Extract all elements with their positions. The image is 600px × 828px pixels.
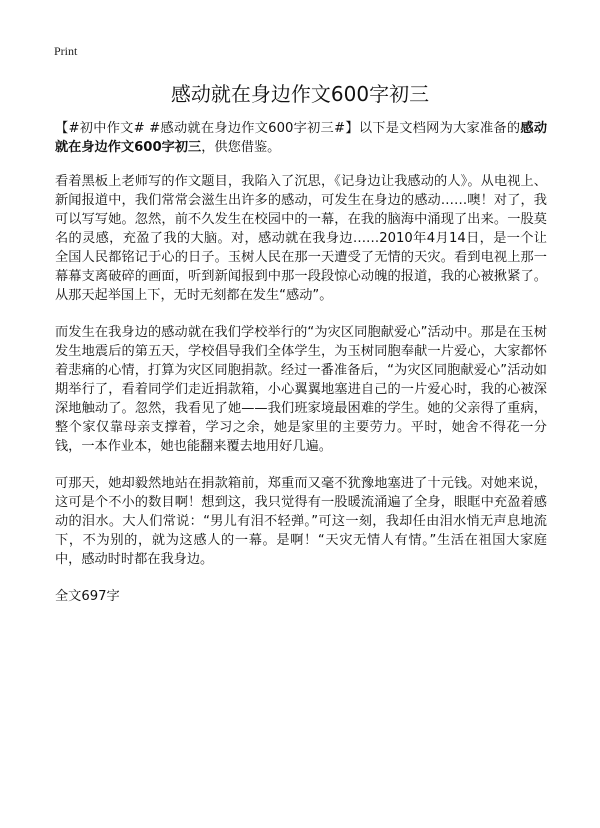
- paragraph-3: 可那天，她却毅然地站在捐款箱前，郑重而又毫不犹豫地塞进了十元钱。对她来说，这可是个不小的数目啊！想到这，我只觉得有一股暖流涌遍了全身，眼眶中充盈着感动的泪水。大人们常说：“男儿有泪不轻弹。”可这一刻，我却任由泪水悄无声息地流下，不为别的，就为这感人的一幕。是啊！“天灾无情人有情。”生活在祖国大家庭中，感动时时都在我身边。: [55, 476, 547, 567]
- summary-bold-title: 感动就在身边作文600字初三: [55, 121, 548, 155]
- summary-end: ，供您借鉴。: [201, 140, 281, 155]
- article-summary: [55, 119, 547, 157]
- print-link[interactable]: Print: [54, 44, 78, 58]
- paragraph-1: 看着黑板上老师写的作文题目，我陷入了沉思，《记身边让我感动的人》。从电视上、新闻报道中，我们常常会滋生出许多的感动，可发生在身边的感动……噢！对了，我可以写写她。忽然，前不久发生在校园中的一幕，在我的脑海中涌现了出来。一股莫名的灵感，充盈了我的大脑。对，感动就在我身边……2010年4月14日，是一个让全国人民都铭记于心的日子。玉树人民在那一天遭受了无情的天灾。看到电视上那一幕幕支离破碎的画面，听到新闻报到中那一段段惊心动魄的报道，我的心被揪紧了。从那天起举国上下，无时无刻都在发生“感动”。: [55, 174, 547, 303]
- article-title: 感动就在身边作文600字初三: [170, 82, 430, 106]
- article-body: [55, 119, 547, 624]
- article-tags: 【#初中作文# #感动就在身边作文600字初三#】: [55, 121, 359, 136]
- word-count: 全文697字: [55, 589, 120, 604]
- paragraph-2: 而发生在我身边的感动就在我们学校举行的“为灾区同胞献爱心”活动中。那是在玉树发生地震后的第五天，学校倡导我们全体学生，为玉树同胞奉献一片爱心，大家都怀着悲痛的心情，打算为灾区同胞捐款。经过一番准备后，“为灾区同胞献爱心”活动如期举行了，看着同学们走近捐款箱，小心翼翼地塞进自己的一片爱心时，我的心被深深地触动了。忽然，我看见了她——我们班家境最困难的学生。她的父亲得了重病，整个家仅靠母亲支撑着，学习之余，她是家里的主要劳力。平时，她舍不得花一分钱，一本作业本，她也能翻来覆去地用好几遍。: [55, 325, 547, 454]
- summary-text: 以下是文档网为大家准备的: [358, 121, 521, 136]
